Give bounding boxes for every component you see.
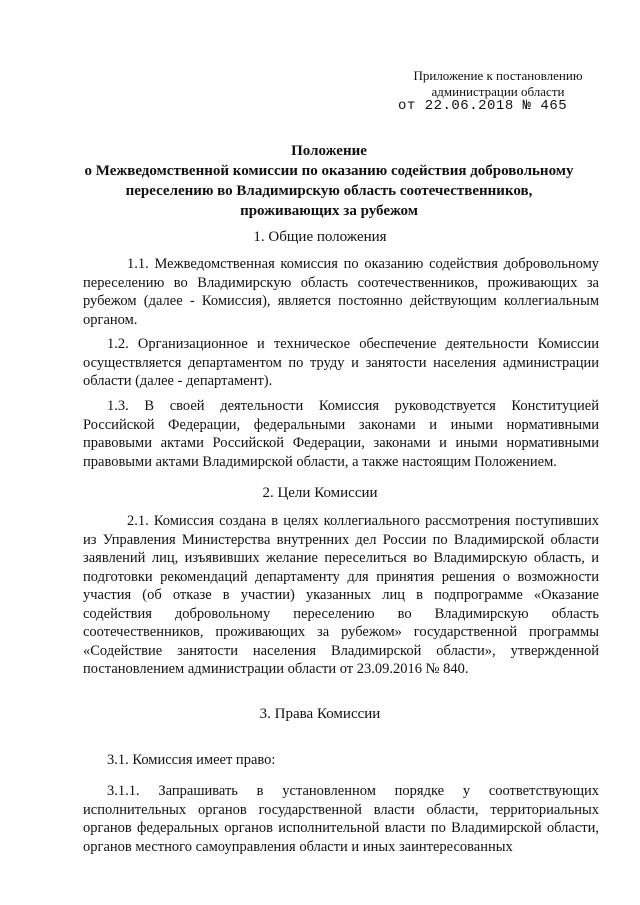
paragraph-1-1-text: 1.1. Межведомственная комиссия по оказанию содействия добровольному переселению во Владимирскую область соотечественников, проживающих за рубежом (далее - Комиссия), является постоянно действующим коллегиальным органом. (83, 256, 599, 328)
annex-line-1: Приложение к постановлению (413, 68, 583, 83)
section-3-heading: 3. Права Комиссии (259, 706, 381, 722)
title-line-1: Положение (291, 143, 367, 159)
document-title (60, 141, 598, 221)
paragraph-2-1 (83, 512, 599, 679)
paragraph-3-1-1-text: 3.1.1. Запрашивать в установленном порядке у соответствующих исполнительных органов государственной власти области, территориальных органов федеральных органов исполнительной власти по Владимирской области, органов местного самоуправления области и иных заинтересованных (83, 783, 599, 855)
paragraph-3-1-1 (83, 782, 599, 856)
title-line-4: проживающих за рубежом (240, 203, 418, 219)
title-line-2: о Межведомственной комиссии по оказанию содействия добровольному (84, 163, 574, 179)
paragraph-1-3-text: 1.3. В своей деятельности Комиссия руководствуется Конституцией Российской Федерации, федеральными законами и иными нормативными правовыми актами Российской Федерации, законами и иными нормативными правовыми актами Владимирской области, а также настоящим Положением. (83, 398, 599, 470)
paragraph-3-1 (83, 751, 599, 770)
paragraph-1-2 (83, 335, 599, 391)
annex-header (398, 68, 598, 100)
annex-line-2: администрации области (431, 84, 565, 99)
section-2-heading: 2. Цели Комиссии (262, 485, 378, 501)
paragraph-1-2-text: 1.2. Организационное и техническое обеспечение деятельности Комиссии осуществляется департаментом по труду и занятости населения администрации области (далее - департамент). (83, 336, 599, 389)
section-1-heading: 1. Общие положения (253, 229, 387, 245)
title-line-3: переселению во Владимирскую область соотечественников, (125, 183, 533, 199)
annex-date-stamp: от 22.06.2018 № 465 (398, 98, 568, 114)
paragraph-3-1-text: 3.1. Комиссия имеет право: (107, 752, 276, 768)
paragraph-1-1 (83, 255, 599, 329)
paragraph-1-3 (83, 397, 599, 471)
paragraph-2-1-text: 2.1. Комиссия создана в целях коллегиального рассмотрения поступивших из Управления Министерства внутренних дел России по Владимирской области заявлений лиц, изъявивших желание переселиться во Владимирскую область, и подготовки рекомендаций департаменту для принятия решения о возможности участия (об отказе в участии) указанных лиц в подпрограмме «Оказание содействия добровольному переселению во Владимирскую область соотечественников, проживающих за рубежом» государственной программы «Содействие занятости населения Владимирской области», утвержденной постановлением администрации области от 23.09.2016 № 840. (83, 513, 599, 677)
